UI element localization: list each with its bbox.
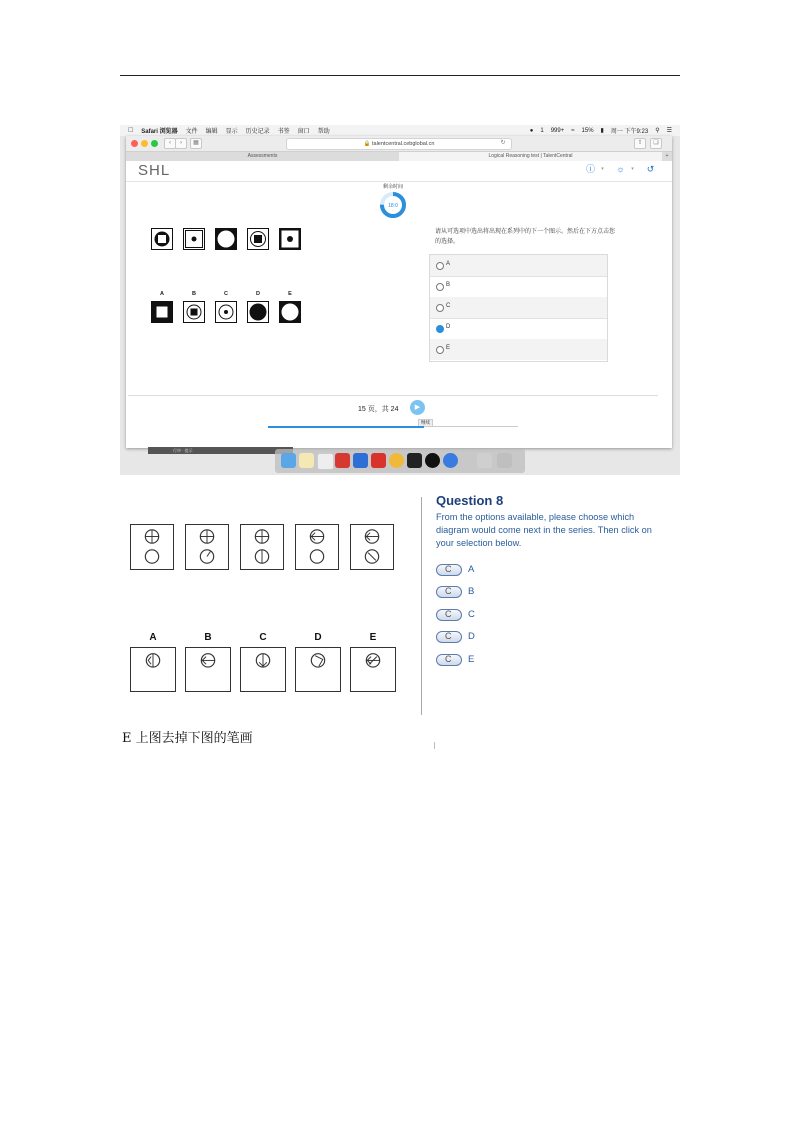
help-icon[interactable]: ⓘ [586,164,596,174]
finder-icon[interactable] [281,453,296,468]
option-figure-d [247,301,269,323]
qq-icon[interactable] [425,453,440,468]
option-figure-e [279,301,301,323]
q8-option-text-c[interactable]: C [468,609,475,620]
q8-option-figure-d [295,647,341,692]
spotlight-search-icon[interactable]: ⚲ [655,128,660,134]
option-label-a: A [160,291,164,297]
screenshot-shl-test [120,125,680,475]
mac-dock [275,449,525,473]
q8-series-figure-2 [185,524,229,570]
qq-status-icon[interactable]: ● [529,127,534,134]
radio-a[interactable] [436,262,444,270]
q8-option-button-e[interactable]: C [436,654,462,666]
q8-option-figure-e [350,647,396,692]
series-figure-4 [247,228,269,250]
background-window-strip: 行审 · 提示 [148,447,293,454]
option-label-e: E [288,291,292,297]
timer-ring [379,191,407,219]
q8-series-figure-4 [295,524,339,570]
safari-icon[interactable] [443,453,458,468]
tabs-overview-icon[interactable]: ❏ [650,138,662,149]
timer-label: 剩余时间 [382,184,403,190]
option-figure-a [151,301,173,323]
new-tab-icon[interactable]: + [665,153,669,159]
qq-count: 1 [540,127,544,134]
battery-percent: 15% [581,127,594,134]
question-title: Question 8 [436,493,504,508]
pycharm-icon[interactable] [407,453,422,468]
q8-option-button-d[interactable]: C [436,631,462,643]
tab-bar [126,152,672,161]
answer-option-a[interactable] [430,255,607,277]
menu-safari[interactable]: Safari 浏览器 [136,129,173,135]
tab-logical-reasoning[interactable]: Logical Reasoning test | TalentCentral [399,152,662,161]
q8-option-text-a[interactable]: A [468,564,475,575]
chevron-down-icon[interactable]: ▾ [631,166,634,172]
browser-toolbar [126,136,672,152]
vertical-divider [421,497,422,715]
answer-option-e[interactable] [430,339,607,360]
stray-mark [434,742,435,749]
q8-option-text-d[interactable]: D [468,631,475,642]
question-prompt-zh: 请从可选项中选出将出现在系列中的下一个图示。然后在下方点击您的选择。 [435,229,616,245]
q8-option-text-b[interactable]: B [468,586,475,597]
next-button[interactable] [410,400,425,415]
answer-options [429,254,608,362]
q8-option-label-d: D [314,632,322,643]
clock-text[interactable]: 周一 下午9:23 [610,129,649,135]
q8-option-label-b: B [204,632,212,643]
notes-icon[interactable] [299,453,314,468]
close-window-button[interactable] [131,140,138,147]
question-prompt: From the options available, please choose which diagram would come next in the series. Then click on your selection below. [436,512,652,548]
mac-menubar [120,125,680,136]
q8-option-figure-a [130,647,176,692]
youdao-icon[interactable] [371,453,386,468]
shl-logo: SHL [138,162,171,179]
q8-option-button-b[interactable]: C [436,586,462,598]
answer-option-label: C [446,303,451,309]
notification-center-icon[interactable]: ☰ [666,128,672,134]
answer-option-label: E [446,345,451,351]
page-indicator: 15 页，共 24 [358,406,399,413]
radio-d-selected[interactable] [436,325,444,333]
exit-icon[interactable]: ↺ [646,164,655,174]
option-label-c: C [224,291,228,297]
reload-icon[interactable]: ↻ [500,140,506,146]
answer-option-label: A [446,261,451,267]
q8-series-figure-1 [130,524,174,570]
menu-history[interactable]: 历史记录 [240,129,265,135]
option-label-b: B [192,291,196,297]
share-icon[interactable]: ⇧ [634,138,646,149]
option-figure-c [215,301,237,323]
chevron-down-icon[interactable]: ▾ [601,166,604,172]
q8-option-figure-c [240,647,286,692]
q8-option-label-e: E [369,632,377,643]
series-figure-2 [183,228,205,250]
radio-b[interactable] [436,283,444,291]
lock-icon: 🔒 [363,141,371,147]
calendar-icon[interactable] [317,453,334,470]
trash-icon[interactable] [497,453,512,468]
menu-file[interactable]: 文件 [180,129,193,135]
option-label-d: D [256,291,260,297]
word-icon[interactable] [353,453,368,468]
timer-value: 18:0 [388,203,398,209]
q8-series-figure-5 [350,524,394,570]
answer-option-c[interactable] [430,297,607,319]
netease-music-icon[interactable] [335,453,350,468]
q8-option-text-e[interactable]: E [468,654,475,665]
q8-option-label-a: A [149,632,157,643]
radio-e[interactable] [436,346,444,354]
wifi-icon[interactable]: ≈ [571,127,575,134]
answer-caption: E 上图去掉下图的笔画 [122,731,253,746]
answer-option-b[interactable] [430,276,607,298]
answer-option-label: D [446,324,451,330]
menu-edit[interactable]: 编辑 [200,129,213,135]
accessibility-icon[interactable]: ☼ [616,164,625,174]
progress-fill [268,426,424,428]
series-figure-1 [151,228,173,250]
q8-series-figure-3 [240,524,284,570]
battery-icon[interactable]: ▮ [600,128,604,134]
q8-option-button-a[interactable]: C [436,564,462,576]
apple-icon[interactable] [128,127,133,134]
tab-assessments[interactable]: Assessments [247,153,278,159]
menu-help[interactable]: 帮助 [312,129,325,135]
chrome-icon[interactable] [389,453,404,468]
series-figure-3 [215,228,237,250]
q8-option-figure-b [185,647,231,692]
menu-view[interactable]: 显示 [220,129,233,135]
series-figure-5 [279,228,301,250]
play-icon: ▶ [414,404,421,411]
radio-c[interactable] [436,304,444,312]
option-figure-b [183,301,205,323]
q8-option-label-c: C [259,632,267,643]
url-text: talentcentral.cebglobal.cn [372,141,435,147]
menu-bookmarks[interactable]: 书签 [272,129,285,135]
next-tooltip: 继续 [418,419,433,427]
downloads-folder-icon[interactable] [477,453,492,468]
sidebar-toggle-icon[interactable]: ▦ [190,138,202,149]
answer-option-label: B [446,282,451,288]
menu-window[interactable]: 窗口 [292,129,305,135]
minimize-window-button[interactable] [141,140,148,147]
zoom-window-button[interactable] [151,140,158,147]
q8-option-button-c[interactable]: C [436,609,462,621]
answer-option-d[interactable] [430,318,607,340]
address-bar[interactable] [286,138,512,150]
top-rule [120,75,680,76]
app-header [126,161,672,182]
menubar-status [523,126,672,135]
notification-count[interactable]: 999+ [550,127,565,134]
footer-divider [128,395,658,396]
back-button[interactable]: ‹ [164,138,176,149]
forward-button[interactable]: › [175,138,187,149]
